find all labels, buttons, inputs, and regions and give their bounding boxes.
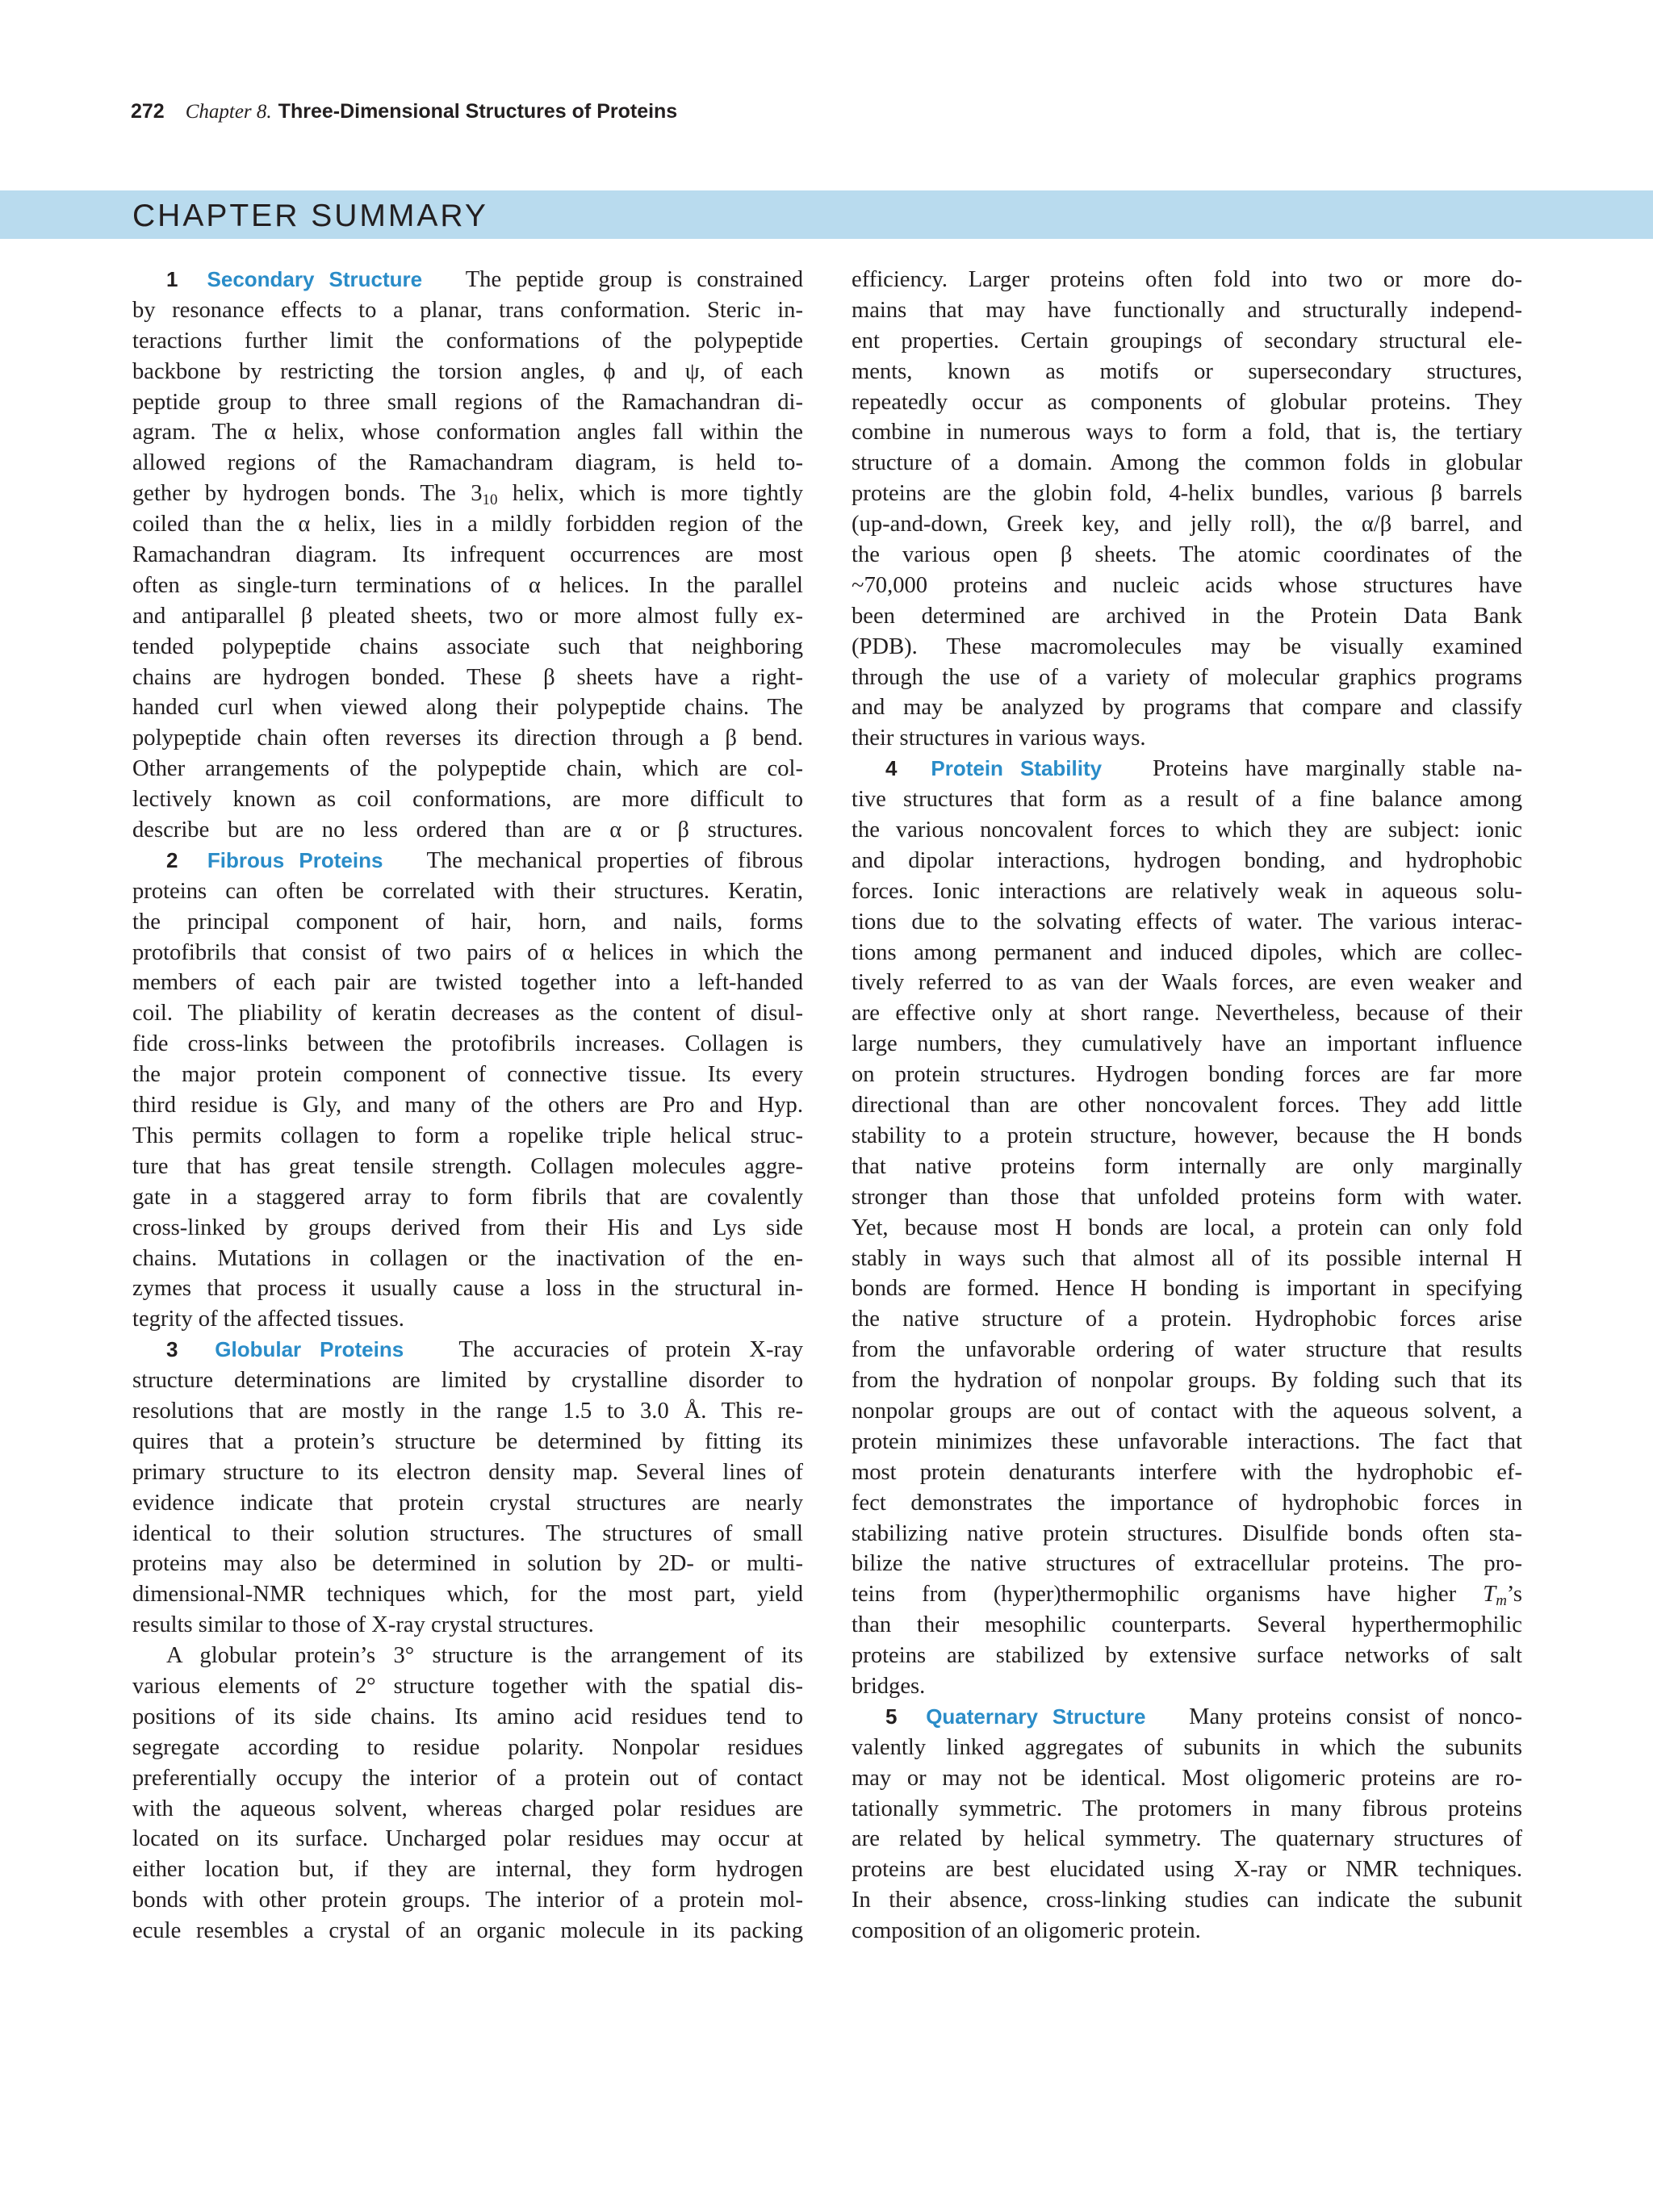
body-line: positions of its side chains. Its amino acid residues tend to bbox=[132, 1704, 803, 1729]
body-line: from the unfavorable ordering of water structure that results bbox=[852, 1337, 1522, 1363]
body-line: dimensional-NMR techniques which, for the most part, yield bbox=[132, 1582, 803, 1608]
body-line: from the hydration of nonpolar groups. By folding such that its bbox=[852, 1368, 1522, 1394]
body-line: either location but, if they are internal, they form hydrogen bbox=[132, 1857, 803, 1883]
subscript: 10 bbox=[482, 491, 498, 509]
body-line: tive structures that form as a result of a fine balance among bbox=[852, 787, 1522, 813]
body-line: structure determinations are limited by crystalline disorder to bbox=[132, 1368, 803, 1394]
body-line: tively referred to as van der Waals forces, are even weaker and bbox=[852, 970, 1522, 996]
body-line: forces. Ionic interactions are relatively weak in aqueous solu- bbox=[852, 878, 1522, 904]
body-line: composition of an oligomeric protein. bbox=[852, 1918, 1201, 1944]
body-line: bridges. bbox=[852, 1673, 926, 1699]
body-line: directional than are other noncovalent forces. They add little bbox=[852, 1093, 1522, 1119]
body-line: ecule resembles a crystal of an organic molecule in its packing bbox=[132, 1918, 803, 1944]
body-line: 3 Globular Proteins The accuracies of protein X-ray bbox=[166, 1337, 803, 1363]
body-line: the various open β sheets. The atomic coordinates of the bbox=[852, 542, 1522, 568]
body-line: handed curl when viewed along their polypeptide chains. The bbox=[132, 695, 803, 721]
body-line: been determined are archived in the Protein Data Bank bbox=[852, 603, 1522, 629]
body-line: members of each pair are twisted together into a left-handed bbox=[132, 970, 803, 996]
body-line: evidence indicate that protein crystal structures are nearly bbox=[132, 1490, 803, 1516]
body-line: segregate according to residue polarity. Nonpolar residues bbox=[132, 1734, 803, 1760]
right-column bbox=[852, 265, 1522, 1946]
section-heading: Secondary Structure bbox=[207, 267, 423, 291]
body-line: coiled than the α helix, lies in a mildly forbidden region of the bbox=[132, 512, 803, 537]
body-line: coil. The pliability of keratin decreases as the content of disul- bbox=[132, 1001, 803, 1027]
body-line: proteins are the globin fold, 4-helix bundles, various β barrels bbox=[852, 481, 1522, 507]
body-line: stably in ways such that almost all of its possible internal H bbox=[852, 1245, 1522, 1271]
body-line: Other arrangements of the polypeptide chain, which are col- bbox=[132, 756, 803, 782]
body-line: tegrity of the affected tissues. bbox=[132, 1307, 404, 1332]
body-line: valently linked aggregates of subunits in which the subunits bbox=[852, 1734, 1522, 1760]
body-line: backbone by restricting the torsion angles, ϕ and ψ, of each bbox=[132, 358, 803, 384]
section-number: 4 bbox=[885, 756, 898, 781]
body-line: various elements of 2° structure together with the spatial dis- bbox=[132, 1673, 803, 1699]
body-line: through the use of a variety of molecular graphics programs bbox=[852, 664, 1522, 690]
body-line: and antiparallel β pleated sheets, two or more almost fully ex- bbox=[132, 603, 803, 629]
body-line: nonpolar groups are out of contact with the aqueous solvent, a bbox=[852, 1398, 1522, 1424]
body-line: tended polypeptide chains associate such that neighboring bbox=[132, 633, 803, 659]
body-line: peptide group to three small regions of the Ramachandran di- bbox=[132, 389, 803, 415]
body-line: In their absence, cross-linking studies can indicate the subunit bbox=[852, 1888, 1522, 1913]
body-line: bonds are formed. Hence H bonding is important in specifying bbox=[852, 1276, 1522, 1302]
body-line: Yet, because most H bonds are local, a protein can only fold bbox=[852, 1215, 1522, 1240]
body-line: This permits collagen to form a ropelike triple helical struc- bbox=[132, 1123, 803, 1148]
body-line: quires that a protein’s structure be determined by fitting its bbox=[132, 1428, 803, 1454]
body-line: resolutions that are mostly in the range 1.5 to 3.0 Å. This re- bbox=[132, 1398, 803, 1424]
body-line: preferentially occupy the interior of a protein out of contact bbox=[132, 1765, 803, 1791]
section-heading: Protein Stability bbox=[931, 756, 1103, 781]
body-line: 5 Quaternary Structure Many proteins consist of nonco- bbox=[885, 1704, 1522, 1729]
body-line: identical to their solution structures. The structures of small bbox=[132, 1520, 803, 1546]
body-line: repeatedly occur as components of globular proteins. They bbox=[852, 389, 1522, 415]
body-line: stronger than those that unfolded proteins form with water. bbox=[852, 1184, 1522, 1210]
body-line: protofibrils that consist of two pairs of α helices in which the bbox=[132, 939, 803, 965]
body-line: lectively known as coil conformations, are more difficult to bbox=[132, 787, 803, 813]
body-line: combine in numerous ways to form a fold, that is, the tertiary bbox=[852, 420, 1522, 445]
body-line: third residue is Gly, and many of the others are Pro and Hyp. bbox=[132, 1093, 803, 1119]
body-line: tions due to the solvating effects of water. The various interac- bbox=[852, 909, 1522, 935]
body-line: teins from (hyper)thermophilic organisms have higher $T_m’s$ bbox=[852, 1582, 1522, 1610]
body-line: ments, known as motifs or supersecondary structures, bbox=[852, 358, 1522, 384]
running-head bbox=[131, 100, 677, 123]
section-heading: Fibrous Proteins bbox=[207, 847, 383, 872]
body-line: the principal component of hair, horn, and nails, forms bbox=[132, 909, 803, 935]
body-line: than their mesophilic counterparts. Several hyperthermophilic bbox=[852, 1612, 1522, 1638]
body-line: chains. Mutations in collagen or the inactivation of the en- bbox=[132, 1245, 803, 1271]
left-column bbox=[132, 265, 803, 1946]
body-line: primary structure to its electron density map. Several lines of bbox=[132, 1459, 803, 1485]
body-line: Ramachandran diagram. Its infrequent occurrences are most bbox=[132, 542, 803, 568]
body-line: ent properties. Certain groupings of secondary structural ele- bbox=[852, 328, 1522, 353]
body-line: proteins may also be determined in solution by 2D- or multi- bbox=[132, 1551, 803, 1577]
body-line: 4 Protein Stability Proteins have marginally stable na- bbox=[885, 756, 1522, 782]
body-line: located on its surface. Uncharged polar residues may occur at bbox=[132, 1826, 803, 1852]
subscript: m bbox=[1496, 1592, 1507, 1610]
body-line: may or may not be identical. Most oligomeric proteins are ro- bbox=[852, 1765, 1522, 1791]
body-line: often as single-turn terminations of α helices. In the parallel bbox=[132, 572, 803, 598]
body-line: A globular protein’s 3° structure is the arrangement of its bbox=[166, 1643, 803, 1669]
body-line: by resonance effects to a planar, trans conformation. Steric in- bbox=[132, 297, 803, 323]
body-line: results similar to those of X-ray crystal structures. bbox=[132, 1612, 594, 1638]
body-line: the native structure of a protein. Hydrophobic forces arise bbox=[852, 1307, 1522, 1332]
chapter-summary-banner bbox=[0, 190, 1653, 239]
body-line: (PDB). These macromolecules may be visually examined bbox=[852, 633, 1522, 659]
body-line: most protein denaturants interfere with the hydrophobic ef- bbox=[852, 1459, 1522, 1485]
body-line: proteins are stabilized by extensive surface networks of salt bbox=[852, 1643, 1522, 1669]
body-line: proteins are best elucidated using X-ray or NMR techniques. bbox=[852, 1857, 1522, 1883]
body-line: zymes that process it usually cause a loss in the structural in- bbox=[132, 1276, 803, 1302]
body-line: and dipolar interactions, hydrogen bonding, and hydrophobic bbox=[852, 847, 1522, 873]
body-line: allowed regions of the Ramachandram diagram, is held to- bbox=[132, 450, 803, 476]
body-line: large numbers, they cumulatively have an important influence bbox=[852, 1031, 1522, 1057]
body-line: stability to a protein structure, however, because the H bonds bbox=[852, 1123, 1522, 1148]
body-line: bilize the native structures of extracellular proteins. The pro- bbox=[852, 1551, 1522, 1577]
body-line: cross-linked by groups derived from their His and Lys side bbox=[132, 1215, 803, 1240]
page-number: 272 bbox=[131, 100, 165, 123]
body-line: 2 Fibrous Proteins The mechanical properties of fibrous bbox=[166, 847, 803, 873]
body-line: (up-and-down, Greek key, and jelly roll), the α/β barrel, and bbox=[852, 512, 1522, 537]
body-line: protein minimizes these unfavorable interactions. The fact that bbox=[852, 1428, 1522, 1454]
body-line: that native proteins form internally are only marginally bbox=[852, 1153, 1522, 1179]
body-line: their structures in various ways. bbox=[852, 725, 1146, 751]
body-line: describe but are no less ordered than are α or β structures. bbox=[132, 817, 803, 843]
body-line: teractions further limit the conformations of the polypeptide bbox=[132, 328, 803, 353]
body-line: tationally symmetric. The protomers in many fibrous proteins bbox=[852, 1796, 1522, 1821]
body-line: and may be analyzed by programs that compare and classify bbox=[852, 695, 1522, 721]
body-line: efficiency. Larger proteins often fold into two or more do- bbox=[852, 267, 1522, 292]
body-line: 1 Secondary Structure The peptide group is constrained bbox=[166, 267, 803, 292]
body-line: polypeptide chain often reverses its direction through a β bend. bbox=[132, 725, 803, 751]
body-line: proteins can often be correlated with their structures. Keratin, bbox=[132, 878, 803, 904]
italic-symbol: T bbox=[1483, 1582, 1496, 1608]
body-line: on protein structures. Hydrogen bonding forces are far more bbox=[852, 1062, 1522, 1088]
section-heading: Globular Proteins bbox=[215, 1337, 404, 1362]
body-line: agram. The α helix, whose conformation angles fall within the bbox=[132, 420, 803, 445]
body-line: structure of a domain. Among the common folds in globular bbox=[852, 450, 1522, 476]
body-line: the various noncovalent forces to which they are subject: ionic bbox=[852, 817, 1522, 843]
body-line: tions among permanent and induced dipoles, which are collec- bbox=[852, 939, 1522, 965]
body-line: are effective only at short range. Nevertheless, because of their bbox=[852, 1001, 1522, 1027]
chapter-title: Three-Dimensional Structures of Proteins bbox=[278, 100, 678, 123]
body-line: gate in a staggered array to form fibrils that are covalently bbox=[132, 1184, 803, 1210]
body-line: are related by helical symmetry. The quaternary structures of bbox=[852, 1826, 1522, 1852]
section-number: 5 bbox=[885, 1704, 898, 1729]
chapter-label: Chapter 8. bbox=[185, 101, 272, 123]
body-line: the major protein component of connective tissue. Its every bbox=[132, 1062, 803, 1088]
section-heading: Quaternary Structure bbox=[926, 1704, 1146, 1729]
body-line: with the aqueous solvent, whereas charged polar residues are bbox=[132, 1796, 803, 1821]
body-line: ture that has great tensile strength. Collagen molecules aggre- bbox=[132, 1153, 803, 1179]
body-line: ~70,000 proteins and nucleic acids whose structures have bbox=[852, 572, 1522, 598]
body-line: gether by hydrogen bonds. The $3_{10}$ helix, which is more tightly bbox=[132, 481, 803, 509]
section-number: 1 bbox=[166, 267, 178, 291]
body-line: bonds with other protein groups. The interior of a protein mol- bbox=[132, 1888, 803, 1913]
section-number: 2 bbox=[166, 847, 178, 872]
body-line: fide cross-links between the protofibrils increases. Collagen is bbox=[132, 1031, 803, 1057]
body-line: chains are hydrogen bonded. These β sheets have a right- bbox=[132, 664, 803, 690]
banner-title: CHAPTER SUMMARY bbox=[132, 199, 488, 233]
body-line: stabilizing native protein structures. Disulfide bonds often sta- bbox=[852, 1520, 1522, 1546]
body-line: fect demonstrates the importance of hydrophobic forces in bbox=[852, 1490, 1522, 1516]
section-number: 3 bbox=[166, 1337, 178, 1362]
body-line: mains that may have functionally and structurally independ- bbox=[852, 297, 1522, 323]
